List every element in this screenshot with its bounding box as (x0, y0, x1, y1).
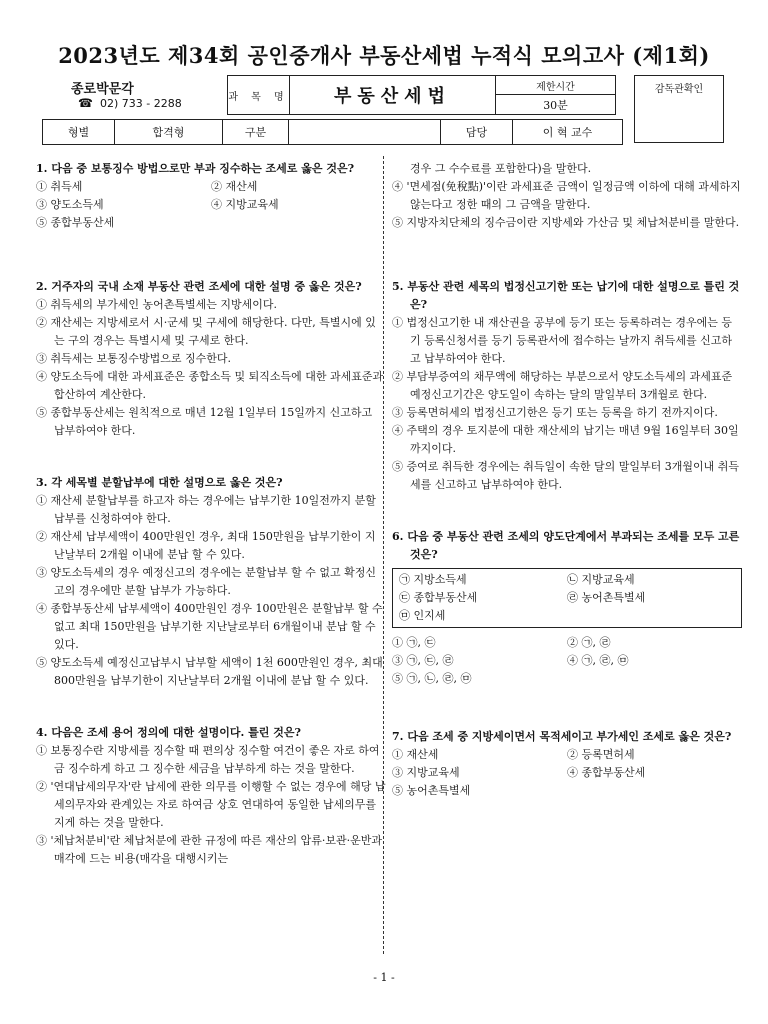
option[interactable]: ⑤ 종합부동산세 (36, 216, 115, 229)
info-row (42, 119, 623, 145)
supervisor-label: 감독관확인 (654, 83, 704, 95)
question-text: 4. 다음은 조세 용어 정의에 대한 설명이다. 틀린 것은? (36, 726, 301, 739)
question-text: 1. 다음 중 보통징수 방법으로만 부과 징수하는 조세로 옳은 것은? (36, 162, 355, 175)
answer-options (392, 634, 742, 688)
option[interactable]: ③ 지방교육세 (392, 766, 460, 779)
choice-box (392, 568, 742, 628)
question-4-continued (392, 160, 742, 232)
instructor-label: 담당 (441, 120, 513, 144)
exam-header (36, 75, 724, 143)
option[interactable]: ② 재산세는 지방세로서 시·군세 및 구세에 해당한다. 다만, 특별시에 있는 구의 경우는 특별시세 및 구세로 한다. (36, 316, 376, 347)
question-7 (392, 728, 742, 800)
choice-item: ㉣ 농어촌특별세 (567, 591, 646, 604)
option[interactable]: ④ 종합부동산세 (567, 766, 646, 779)
question-text: 7. 다음 조세 중 지방세이면서 목적세이고 부가세인 조세로 옳은 것은? (392, 730, 732, 743)
option[interactable]: ② ㉠, ㉣ (567, 636, 611, 649)
choice-items (399, 571, 735, 625)
question-text: 5. 부동산 관련 세목의 법정신고기한 또는 납기에 대한 설명으로 틀린 것은? (392, 280, 740, 311)
option[interactable]: ③ 등록면허세의 법정신고기한은 등기 또는 등록을 하기 전까지이다. (392, 406, 718, 419)
class-label: 구분 (223, 120, 289, 144)
option[interactable]: ③ '체납처분비'란 체납처분에 관한 규정에 따른 재산의 압류·보관·운반과 매각에 드는 비용(매각을 대행시키는 (36, 834, 383, 865)
option[interactable]: ⑤ 증여로 취득한 경우에는 취득일이 속한 달의 말일부터 3개월이내 취득세를 신고하고 납부하여야 한다. (392, 460, 739, 491)
question-6 (392, 528, 742, 688)
type-value: 합격형 (115, 120, 223, 144)
choice-item: ㉤ 인지세 (399, 609, 446, 622)
option[interactable]: ② '연대납세의무자'란 납세에 관한 의무를 이행할 수 없는 경우에 해당 납세의무자와 관계있는 자로 하여금 상호 연대하여 동일한 납세의무를 지게 하는 것을 말한다. (36, 780, 386, 829)
publisher-name: 종로박문각 (71, 82, 134, 97)
instructor-value: 이 혁 교수 (542, 126, 593, 139)
option-continuation: 경우 그 수수료를 포함한다)을 말한다. (410, 162, 592, 175)
type-label: 형별 (43, 120, 115, 144)
question-text: 2. 거주자의 국내 소재 부동산 관련 조세에 대한 설명 중 옳은 것은? (36, 280, 362, 293)
option[interactable]: ④ ㉠, ㉣, ㉤ (567, 654, 629, 667)
question-text: 3. 각 세목별 분할납부에 대한 설명으로 옳은 것은? (36, 476, 283, 489)
right-column (392, 160, 742, 800)
option[interactable]: ⑤ 종합부동산세는 원칙적으로 매년 12월 1일부터 15일까지 신고하고 납부하여야 한다. (36, 406, 373, 437)
option[interactable]: ③ 취득세는 보통징수방법으로 징수한다. (36, 352, 232, 365)
question-text: 6. 다음 중 부동산 관련 조세의 양도단계에서 부과되는 조세를 모두 고른 것은? (392, 530, 740, 561)
option[interactable]: ⑤ 지방자치단체의 징수금이란 지방세와 가산금 및 체납처분비를 말한다. (392, 216, 740, 229)
option[interactable]: ④ 지방교육세 (211, 198, 279, 211)
publisher-info (36, 75, 211, 115)
subject-box (227, 75, 616, 115)
question-2 (36, 278, 386, 440)
choice-item: ㉢ 종합부동산세 (399, 591, 478, 604)
class-value (289, 120, 441, 144)
option[interactable]: ④ 양도소득에 대한 과세표준은 종합소득 및 퇴직소득에 대한 과세표준과 합산하여 계산한다. (36, 370, 384, 401)
option[interactable]: ② 재산세 납부세액이 400만원인 경우, 최대 150만원을 납부기한이 지난날부터 2개월 이내에 분납 할 수 있다. (36, 530, 376, 561)
left-column (36, 160, 386, 868)
supervisor-box (634, 75, 724, 143)
option[interactable]: ② 등록면허세 (567, 748, 635, 761)
option[interactable]: ③ ㉠, ㉢, ㉣ (392, 654, 454, 667)
choice-item: ㉠ 지방소득세 (399, 573, 467, 586)
question-4 (36, 724, 386, 868)
exam-title: 2023년도 제34회 공인중개사 부동산세법 누적식 모의고사 (제1회) (58, 43, 710, 68)
option[interactable]: ① ㉠, ㉢ (392, 636, 436, 649)
option[interactable]: ④ 종합부동산세 납부세액이 400만원인 경우 100만원은 분할납부 할 수 없고 최대 150만원을 납부기한 지난날로부터 6개월이내 분납 할 수 있다. (36, 602, 383, 651)
subject-label: 과 목 명 (228, 76, 290, 114)
option[interactable]: ③ 양도소득세 (36, 198, 104, 211)
option[interactable]: ① 재산세 분할납부를 하고자 하는 경우에는 납부기한 10일전까지 분할납부를 신청하여야 한다. (36, 494, 376, 525)
question-5 (392, 278, 742, 494)
option[interactable]: ③ 양도소득세의 경우 예정신고의 경우에는 분할납부 할 수 없고 확정신고의 경우에만 분할 납부가 가능하다. (36, 566, 376, 597)
option[interactable]: ② 재산세 (211, 180, 258, 193)
phone-number: 02) 733 - 2288 (100, 97, 182, 110)
publisher-phone (78, 97, 182, 110)
option[interactable]: ⑤ 양도소득세 예정신고납부시 납부할 세액이 1천 600만원인 경우, 최대 800만원을 납부기한이 지난날부터 2개월 이내에 분납 할 수 있다. (36, 656, 383, 687)
time-limit-value: 30분 (543, 98, 568, 112)
answer-options (392, 746, 742, 800)
answer-options (36, 178, 386, 232)
option[interactable]: ② 부담부증여의 채무액에 해당하는 부분으로서 양도소득세의 과세표준 예정신고기간은 양도일이 속하는 달의 말일부터 3개월로 한다. (392, 370, 733, 401)
page-number: - 1 - (373, 971, 395, 984)
option[interactable]: ① 보통징수란 지방세를 징수할 때 편의상 징수할 여건이 좋은 자로 하여금 징수하게 하고 그 징수한 세금을 납부하게 하는 것을 말한다. (36, 744, 380, 775)
option[interactable]: ⑤ 농어촌특별세 (392, 784, 471, 797)
time-limit-label: 제한시간 (496, 76, 615, 95)
option[interactable]: ① 법정신고기한 내 재산권을 공부에 등기 또는 등록하려는 경우에는 등기 등록신청서를 등기 등록관서에 접수하는 날까지 취득세를 신고하고 납부하여야 한다. (392, 316, 733, 365)
option[interactable]: ④ 주택의 경우 토지분에 대한 재산세의 납기는 매년 9월 16일부터 30일까지이다. (392, 424, 739, 455)
option[interactable]: ⑤ ㉠, ㉡, ㉣, ㉤ (392, 672, 472, 685)
choice-item: ㉡ 지방교육세 (567, 573, 635, 586)
option[interactable]: ① 취득세 (36, 180, 83, 193)
option[interactable]: ① 재산세 (392, 748, 439, 761)
question-1 (36, 160, 386, 232)
question-3 (36, 474, 386, 690)
telephone-icon: ☎ (78, 96, 93, 110)
option[interactable]: ④ '면세점(免稅點)'이란 과세표준 금액이 일정금액 이하에 대해 과세하지 않는다고 정한 때의 그 금액을 말한다. (392, 180, 741, 211)
subject-name: 부동산세법 (290, 76, 496, 114)
option[interactable]: ① 취득세의 부가세인 농어촌특별세는 지방세이다. (36, 298, 278, 311)
